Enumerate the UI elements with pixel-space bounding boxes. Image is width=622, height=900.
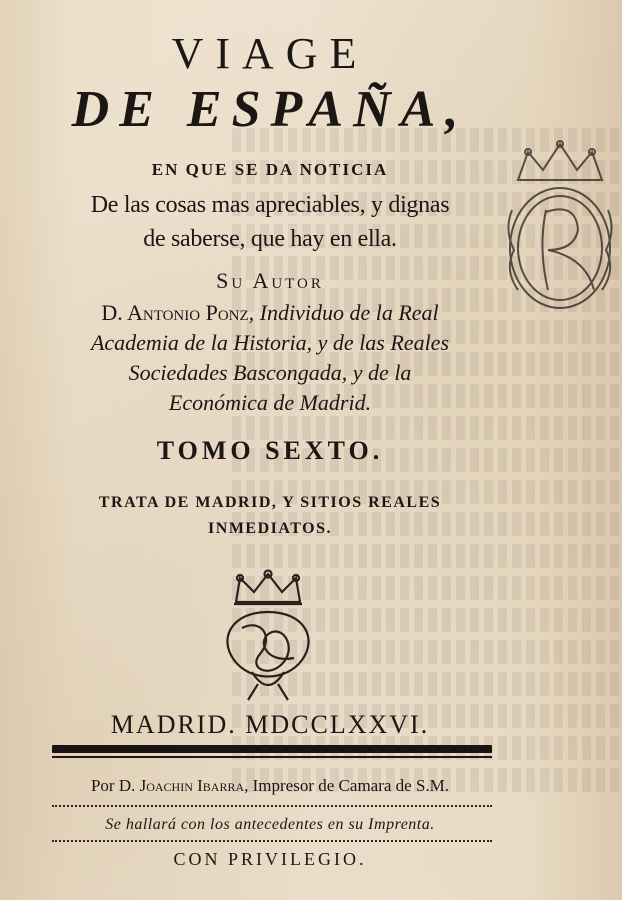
availability-note: Se hallará con los antecedentes en su Imprenta. — [105, 816, 435, 833]
divider-rule-dotted-1 — [52, 805, 492, 809]
affiliation-line-1: Academia de la Historia, y de las Reales — [90, 330, 450, 355]
subtitle: EN QUE SE DA NOTICIA — [151, 160, 389, 179]
divider-rule-dotted-2 — [52, 840, 492, 844]
privilege-note: CON PRIVILEGIO. — [173, 849, 367, 869]
printer-prefix: Por — [90, 776, 119, 795]
title-line-2: DE ESPAÑA, — [71, 81, 469, 138]
library-monogram-stamp-icon — [498, 130, 622, 330]
title-line-1: VIAGE — [171, 29, 369, 78]
printer-line — [0, 776, 540, 796]
description-line-1: De las cosas mas apreciables, y dignas — [90, 192, 450, 218]
affiliation-line-2: Sociedades Bascongada, y de la — [128, 360, 412, 385]
printer-name: D. Joachin Ibarra — [118, 776, 245, 795]
author-label: Su Autor — [216, 268, 324, 293]
description-line-2: de saberse, que hay en ella. — [143, 226, 397, 252]
imprint-place-date: MADRID. MDCCLXXVI. — [110, 710, 430, 739]
crowned-monogram-icon — [212, 568, 324, 704]
divider-rule-thin — [52, 756, 492, 758]
content-line-2: INMEDIATOS. — [208, 520, 332, 537]
divider-rule-thick — [52, 745, 492, 753]
author-name: D. Antonio Ponz — [101, 300, 249, 325]
content-line-1: TRATA DE MADRID, Y SITIOS REALES — [98, 494, 442, 511]
affiliation-line-3: Económica de Madrid. — [168, 390, 372, 415]
volume-title: TOMO SEXTO. — [156, 436, 384, 465]
author-role: , Individuo de la Real — [248, 300, 439, 325]
printer-suffix: , Impresor de Camara de S.M. — [244, 776, 450, 795]
author-line — [0, 300, 540, 326]
